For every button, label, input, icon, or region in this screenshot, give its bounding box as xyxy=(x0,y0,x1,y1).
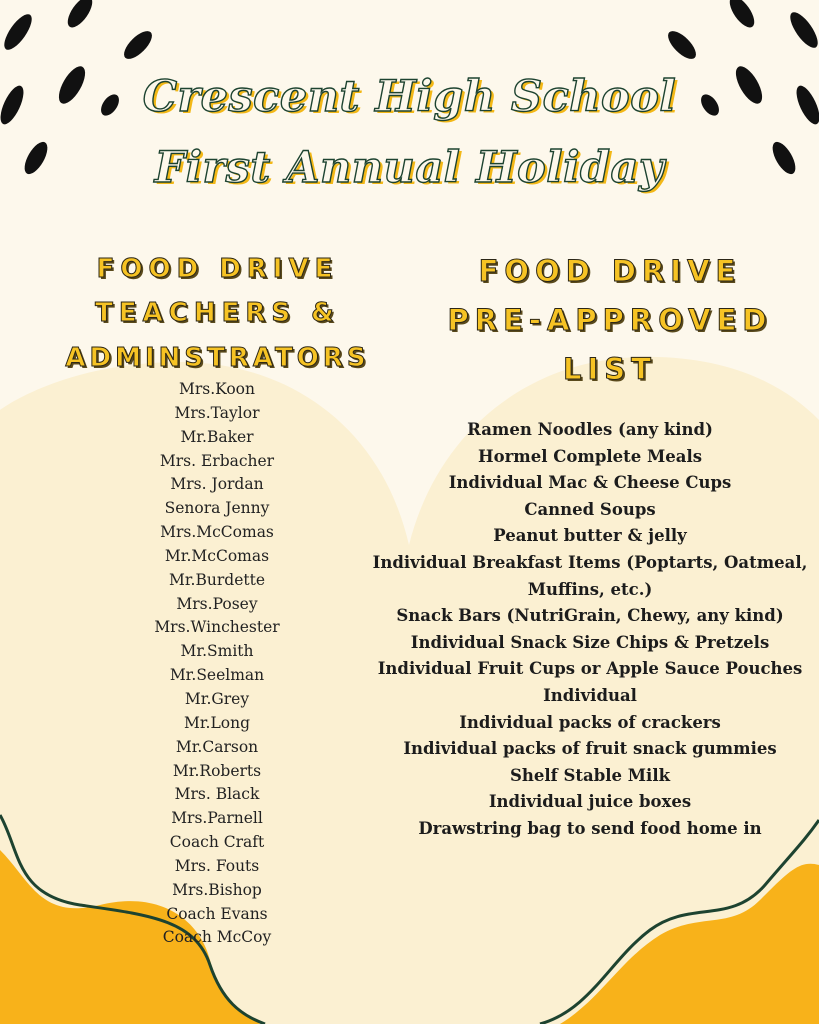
title-line-1: Crescent High School xyxy=(142,72,677,122)
food-item: Drawstring bag to send food home in xyxy=(418,818,762,838)
food-item: Individual Fruit Cups or Apple Sauce Pouches xyxy=(377,659,803,679)
food-item: Individual Mac & Cheese Cups xyxy=(448,473,732,493)
staff-list xyxy=(117,378,317,950)
title-line-2: First Annual Holiday xyxy=(154,143,665,193)
staff-name: Mr.Burdette xyxy=(168,570,265,589)
staff-name: Mrs. Erbacher xyxy=(159,451,275,470)
staff-name: Mrs.Winchester xyxy=(154,618,280,637)
food-item: Individual packs of crackers xyxy=(459,712,721,732)
left-heading-line-3: ADMINSTRATORS xyxy=(65,343,370,373)
staff-name: Mrs. Jordan xyxy=(170,475,264,494)
staff-name: Mr.Smith xyxy=(180,642,254,661)
staff-name: Mrs.Taylor xyxy=(174,403,260,422)
staff-name: Mr.Roberts xyxy=(172,761,262,780)
right-heading-line-1: FOOD DRIVE xyxy=(478,254,742,288)
staff-name: Mrs.Posey xyxy=(176,594,258,613)
food-item: Individual Breakfast Items (Poptarts, Oatmeal, Muffins, etc.) xyxy=(372,552,808,599)
food-item: Individual Snack Size Chips & Pretzels xyxy=(410,632,770,652)
staff-name: Mrs.Bishop xyxy=(172,880,262,899)
food-item: Peanut butter & jelly xyxy=(493,526,687,546)
staff-name: Mrs.McComas xyxy=(160,523,274,542)
food-item: Canned Soups xyxy=(524,499,656,519)
staff-name: Mr.Grey xyxy=(184,689,250,708)
staff-name: Mr.Carson xyxy=(175,737,259,756)
staff-name: Mr.Baker xyxy=(180,427,254,446)
food-item: Shelf Stable Milk xyxy=(509,765,671,785)
staff-name: Mrs. Black xyxy=(174,785,260,804)
food-item: Snack Bars (NutriGrain, Chewy, any kind) xyxy=(396,606,784,626)
left-heading-line-1: FOOD DRIVE xyxy=(96,254,339,284)
food-item: Hormel Complete Meals xyxy=(477,446,703,466)
staff-name: Coach Craft xyxy=(169,833,265,852)
staff-name: Coach Evans xyxy=(166,904,268,923)
approved-items-list xyxy=(357,417,819,843)
food-item: Individual packs of fruit snack gummies xyxy=(403,739,777,759)
food-item: Individual juice boxes xyxy=(488,792,692,812)
staff-name: Mrs.Koon xyxy=(179,380,255,398)
food-item: Ramen Noodles (any kind) xyxy=(467,420,713,439)
staff-name: Mr.Seelman xyxy=(169,666,265,685)
right-heading-line-2: PRE-APPROVED xyxy=(447,303,773,337)
staff-name: Mr.McComas xyxy=(164,546,270,565)
staff-name: Mrs.Parnell xyxy=(171,809,263,828)
staff-name: Senora Jenny xyxy=(164,499,270,518)
right-heading-line-3: LIST xyxy=(563,352,657,386)
left-heading-line-2: TEACHERS & xyxy=(95,298,340,328)
staff-name: Mrs. Fouts xyxy=(174,856,260,875)
food-item: Individual xyxy=(543,685,637,705)
staff-name: Coach McCoy xyxy=(162,928,272,947)
staff-name: Mr.Long xyxy=(183,713,251,732)
